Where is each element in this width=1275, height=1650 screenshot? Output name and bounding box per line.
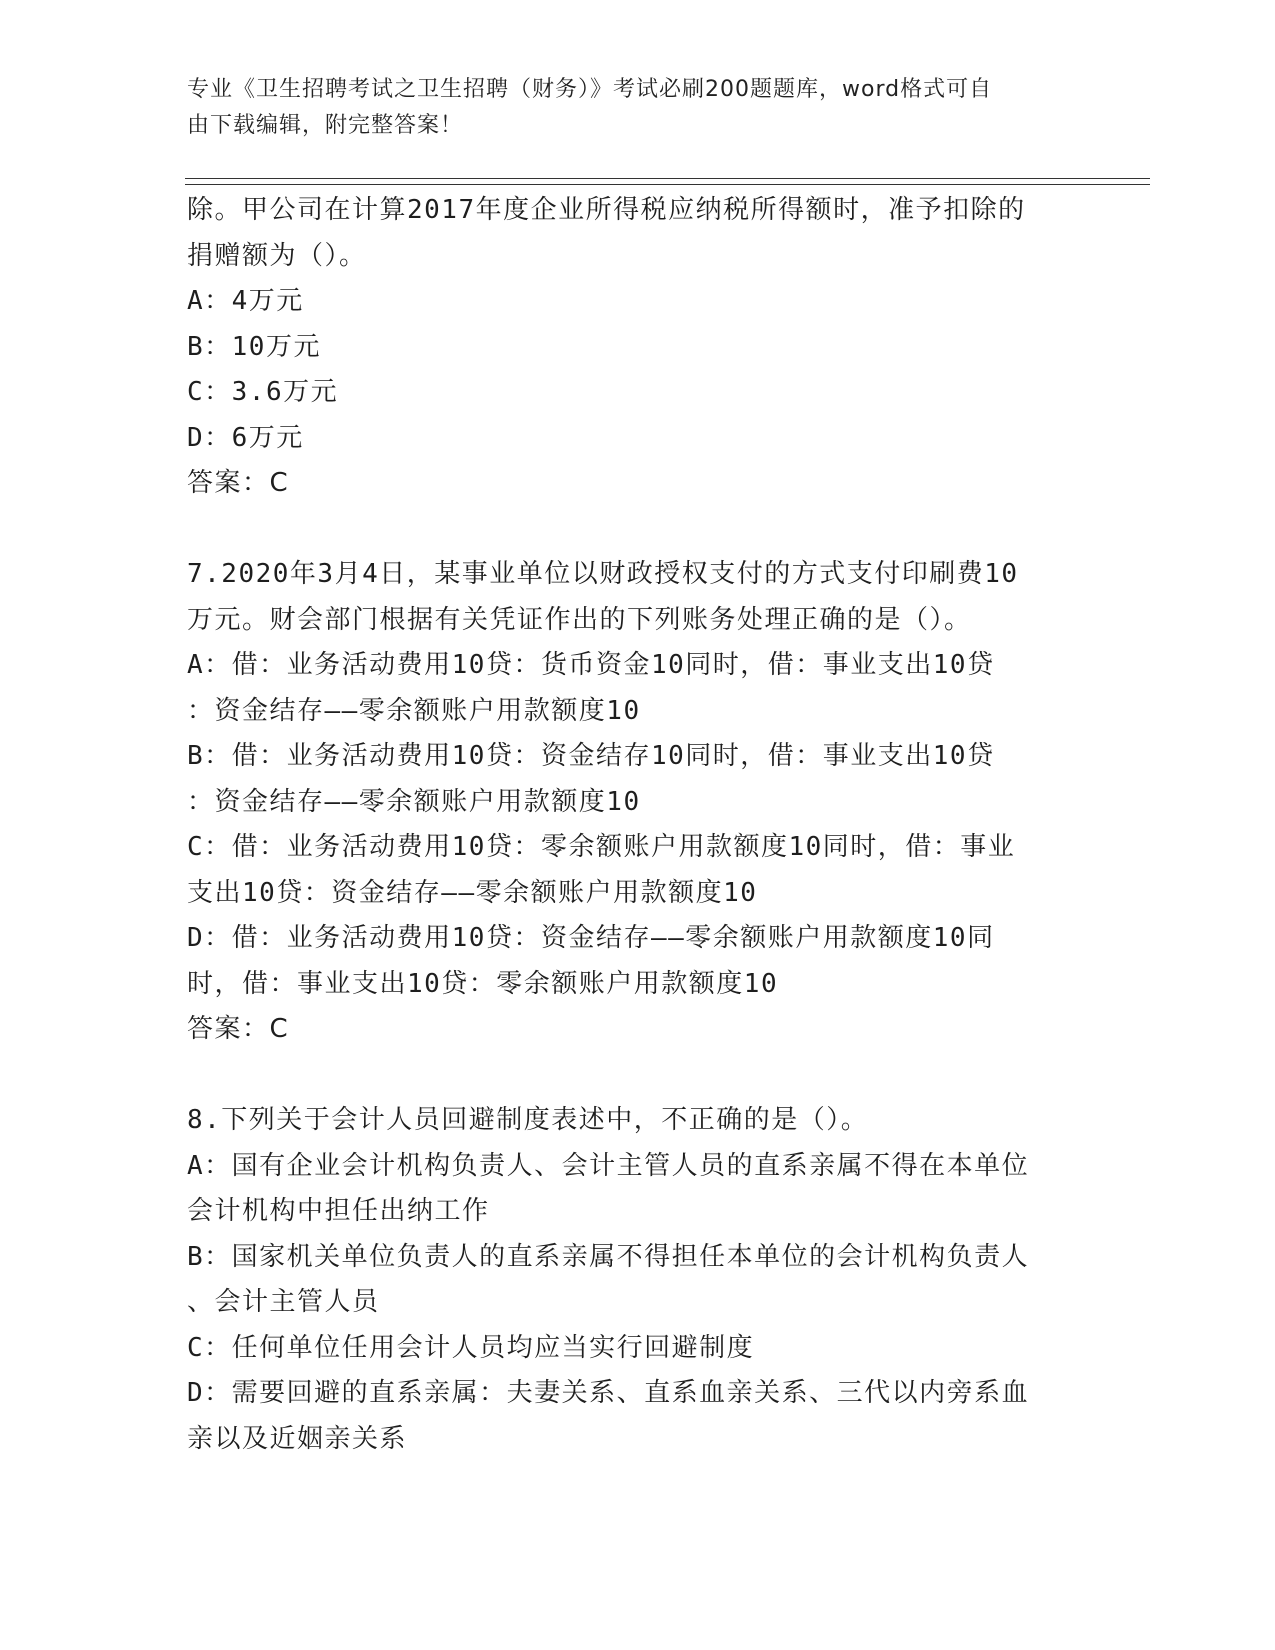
option-a-line-1: A：国有企业会计机构负责人、会计主管人员的直系亲属不得在本单位 — [187, 1150, 1030, 1181]
option-d-line-1: D：借：业务活动费用10贷：资金结存——零余额账户用款额度10同 — [187, 923, 995, 953]
header-divider-top — [185, 178, 1150, 179]
spacer — [187, 1053, 1092, 1099]
option-b-line-2: 、会计主管人员 — [187, 1287, 380, 1317]
option-a-line-2: ：资金结存——零余额账户用款额度10 — [187, 695, 641, 726]
answer-line: 答案：C — [187, 1014, 290, 1044]
option-a: A：4万元 — [187, 286, 304, 316]
option-c: C：3.6万元 — [187, 377, 339, 407]
option-c: C：任何单位任用会计人员均应当实行回避制度 — [187, 1332, 755, 1363]
question-stem-line: 7.2020年3月4日，某事业单位以财政授权支付的方式支付印刷费10 — [187, 559, 1019, 589]
option-d-line-1: D：需要回避的直系亲属：夫妻关系、直系血亲关系、三代以内旁系血 — [187, 1378, 1030, 1408]
question-stem-line: 8.下列关于会计人员回避制度表述中，不正确的是（）。 — [187, 1105, 869, 1135]
question-8 — [187, 1098, 1092, 1462]
document-header — [187, 72, 1087, 144]
option-b: B：10万元 — [187, 331, 321, 362]
header-divider-bottom — [185, 184, 1150, 185]
question-stem-line: 万元。财会部门根据有关凭证作出的下列账务处理正确的是（）。 — [187, 604, 972, 635]
header-line-1: 专业《卫生招聘考试之卫生招聘（财务）》考试必刷200题题库，word格式可自 — [187, 77, 993, 102]
header-line-2: 由下载编辑，附完整答案！ — [187, 113, 464, 138]
question-6 — [187, 188, 1092, 507]
option-b-line-2: ：资金结存——零余额账户用款额度10 — [187, 786, 641, 817]
option-a-line-2: 会计机构中担任出纳工作 — [187, 1196, 490, 1226]
option-d: D：6万元 — [187, 422, 304, 453]
option-b-line-1: B：国家机关单位负责人的直系亲属不得担任本单位的会计机构负责人 — [187, 1241, 1030, 1272]
option-c-line-2: 支出10贷：资金结存——零余额账户用款额度10 — [187, 877, 758, 908]
question-stem-line: 捐赠额为（）。 — [187, 240, 367, 271]
option-b-line-1: B：借：业务活动费用10贷：资金结存10同时，借：事业支出10贷 — [187, 741, 995, 771]
option-a-line-1: A：借：业务活动费用10贷：货币资金10同时，借：事业支出10贷 — [187, 650, 995, 680]
document-body — [187, 188, 1092, 1462]
option-d-line-2: 时，借：事业支出10贷：零余额账户用款额度10 — [187, 968, 779, 999]
option-d-line-2: 亲以及近姻亲关系 — [187, 1423, 408, 1454]
answer-line: 答案：C — [187, 468, 290, 498]
spacer — [187, 507, 1092, 553]
question-stem-line: 除。甲公司在计算2017年度企业所得税应纳税所得额时，准予扣除的 — [187, 195, 1026, 225]
question-7 — [187, 552, 1092, 1053]
option-c-line-1: C：借：业务活动费用10贷：零余额账户用款额度10同时，借：事业 — [187, 832, 1016, 862]
